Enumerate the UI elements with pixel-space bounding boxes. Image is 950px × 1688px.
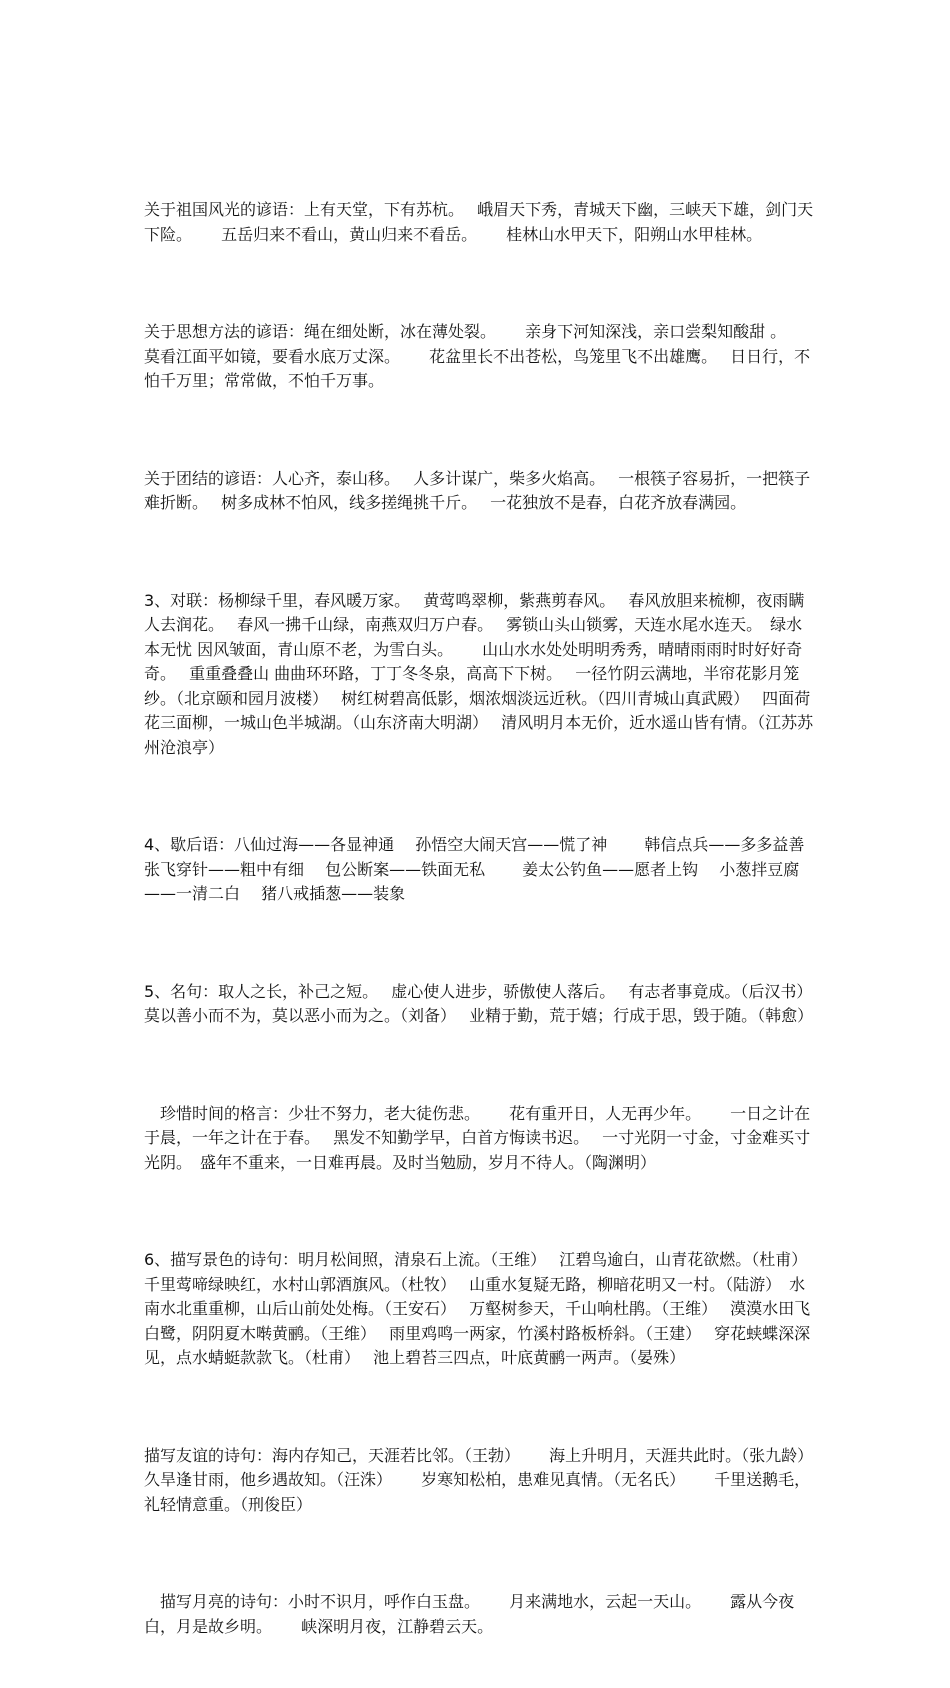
paragraph-famous-sayings: 5、名句：取人之长，补己之短。 虚心使人进步，骄傲使人落后。 有志者事竟成。（后汉书） 莫以善小而不为，莫以恶小而为之。（刘备） 业精于勤，荒于嬉；行成于思，毁于随。（韩愈） bbox=[144, 981, 826, 1025]
paragraph-xiehouyu: 4、歇后语：八仙过海——各显神通 孙悟空大闹天宫——慌了神 韩信点兵——多多益善 张飞穿针——粗中有细 包公断案——铁面无私 姜太公钓鱼——愿者上钩 小葱拌豆腐——一清二白 猪八戒插葱——装象 bbox=[144, 835, 842, 903]
paragraph-couplets: 3、对联：杨柳绿千里，春风暖万家。 黄莺鸣翠柳，紫燕剪春风。 春风放胆来梳柳，夜雨瞒人去润花。 春风一拂千山绿，南燕双归万户春。 雾锁山头山锁雾，天连水尾水连天。 绿水本无忧 因风皱面，青山原不老，为雪白头。 山山水水处处明明秀秀，晴晴雨雨时时好好奇奇。 重重叠叠山 曲曲环环路，丁丁冬冬泉，高高下下树。 一径竹阴云满地，半帘花影月笼纱。（北京颐和园月波楼） 树红树碧高低影，烟浓烟淡远近秋。（四川青城山真武殿） 四面荷花三面柳，一城山色半城湖。（山东济南大明湖） 清风明月本无价，近水遥山皆有情。（江苏苏州沧浪亭） bbox=[144, 590, 814, 757]
paragraph-thinking-proverbs: 关于思想方法的谚语：绳在细处断，冰在薄处裂。 亲身下河知深浅，亲口尝梨知酸甜 。 莫看江面平如镜，要看水底万丈深。 花盆里长不出苍松，鸟笼里飞不出雄鹰。 日日行，不怕千万里；常常做，不怕千万事。 bbox=[144, 322, 816, 390]
paragraph-moon-poems: 描写月亮的诗句：小时不识月，呼作白玉盘。 月来满地水，云起一天山。 露从今夜白，月是故乡明。 峡深明月夜，江静碧云天。 bbox=[144, 1592, 795, 1636]
paragraph-friendship-poems: 描写友谊的诗句：海内存知己，天涯若比邻。（王勃） 海上升明月，天涯共此时。（张九龄） 久旱逢甘雨，他乡遇故知。（汪洙） 岁寒知松柏，患难见真情。（无名氏） 千里送鹅毛，礼轻情意重。（刑俊臣） bbox=[144, 1445, 827, 1514]
document-body bbox=[144, 149, 842, 1688]
paragraph-scenery-proverbs: 关于祖国风光的谚语：上有天堂，下有苏杭。 峨眉天下秀，青城天下幽，三峡天下雄，剑门天下险。 五岳归来不看山，黄山归来不看岳。 桂林山水甲天下，阳朔山水甲桂林。 bbox=[144, 200, 814, 244]
paragraph-time-mottos: 珍惜时间的格言：少壮不努力，老大徒伤悲。 花有重开日，人无再少年。 一日之计在于晨，一年之计在于春。 黑发不知勤学早，白首方悔读书迟。 一寸光阴一寸金，寸金难买寸光阴。 盛年不重来，一日难再晨。及时当勉励，岁月不待人。（陶渊明） bbox=[144, 1103, 811, 1172]
paragraph-unity-proverbs: 关于团结的谚语：人心齐，泰山移。 人多计谋广，柴多火焰高。 一根筷子容易折，一把筷子难折断。 树多成林不怕风，线多搓绳挑千斤。 一花独放不是春，白花齐放春满园。 bbox=[144, 468, 811, 512]
paragraph-scenery-poems: 6、描写景色的诗句：明月松间照，清泉石上流。（王维） 江碧鸟逾白，山青花欲燃。（杜甫） 千里莺啼绿映红，水村山郭酒旗风。（杜牧） 山重水复疑无路，柳暗花明又一村。（陆游） 水南水北重重柳，山后山前处处梅。（王安石） 万壑树参天，千山响杜鹃。（王维） 漠漠水田飞白鹭，阴阴夏木啭黄鹂。（王维） 雨里鸡鸣一两家，竹溪村路板桥斜。（王建） 穿花蛱蝶深深见，点水蜻蜓款款飞。（杜甫） 池上碧苔三四点，叶底黄鹂一两声。（晏殊） bbox=[144, 1250, 821, 1367]
